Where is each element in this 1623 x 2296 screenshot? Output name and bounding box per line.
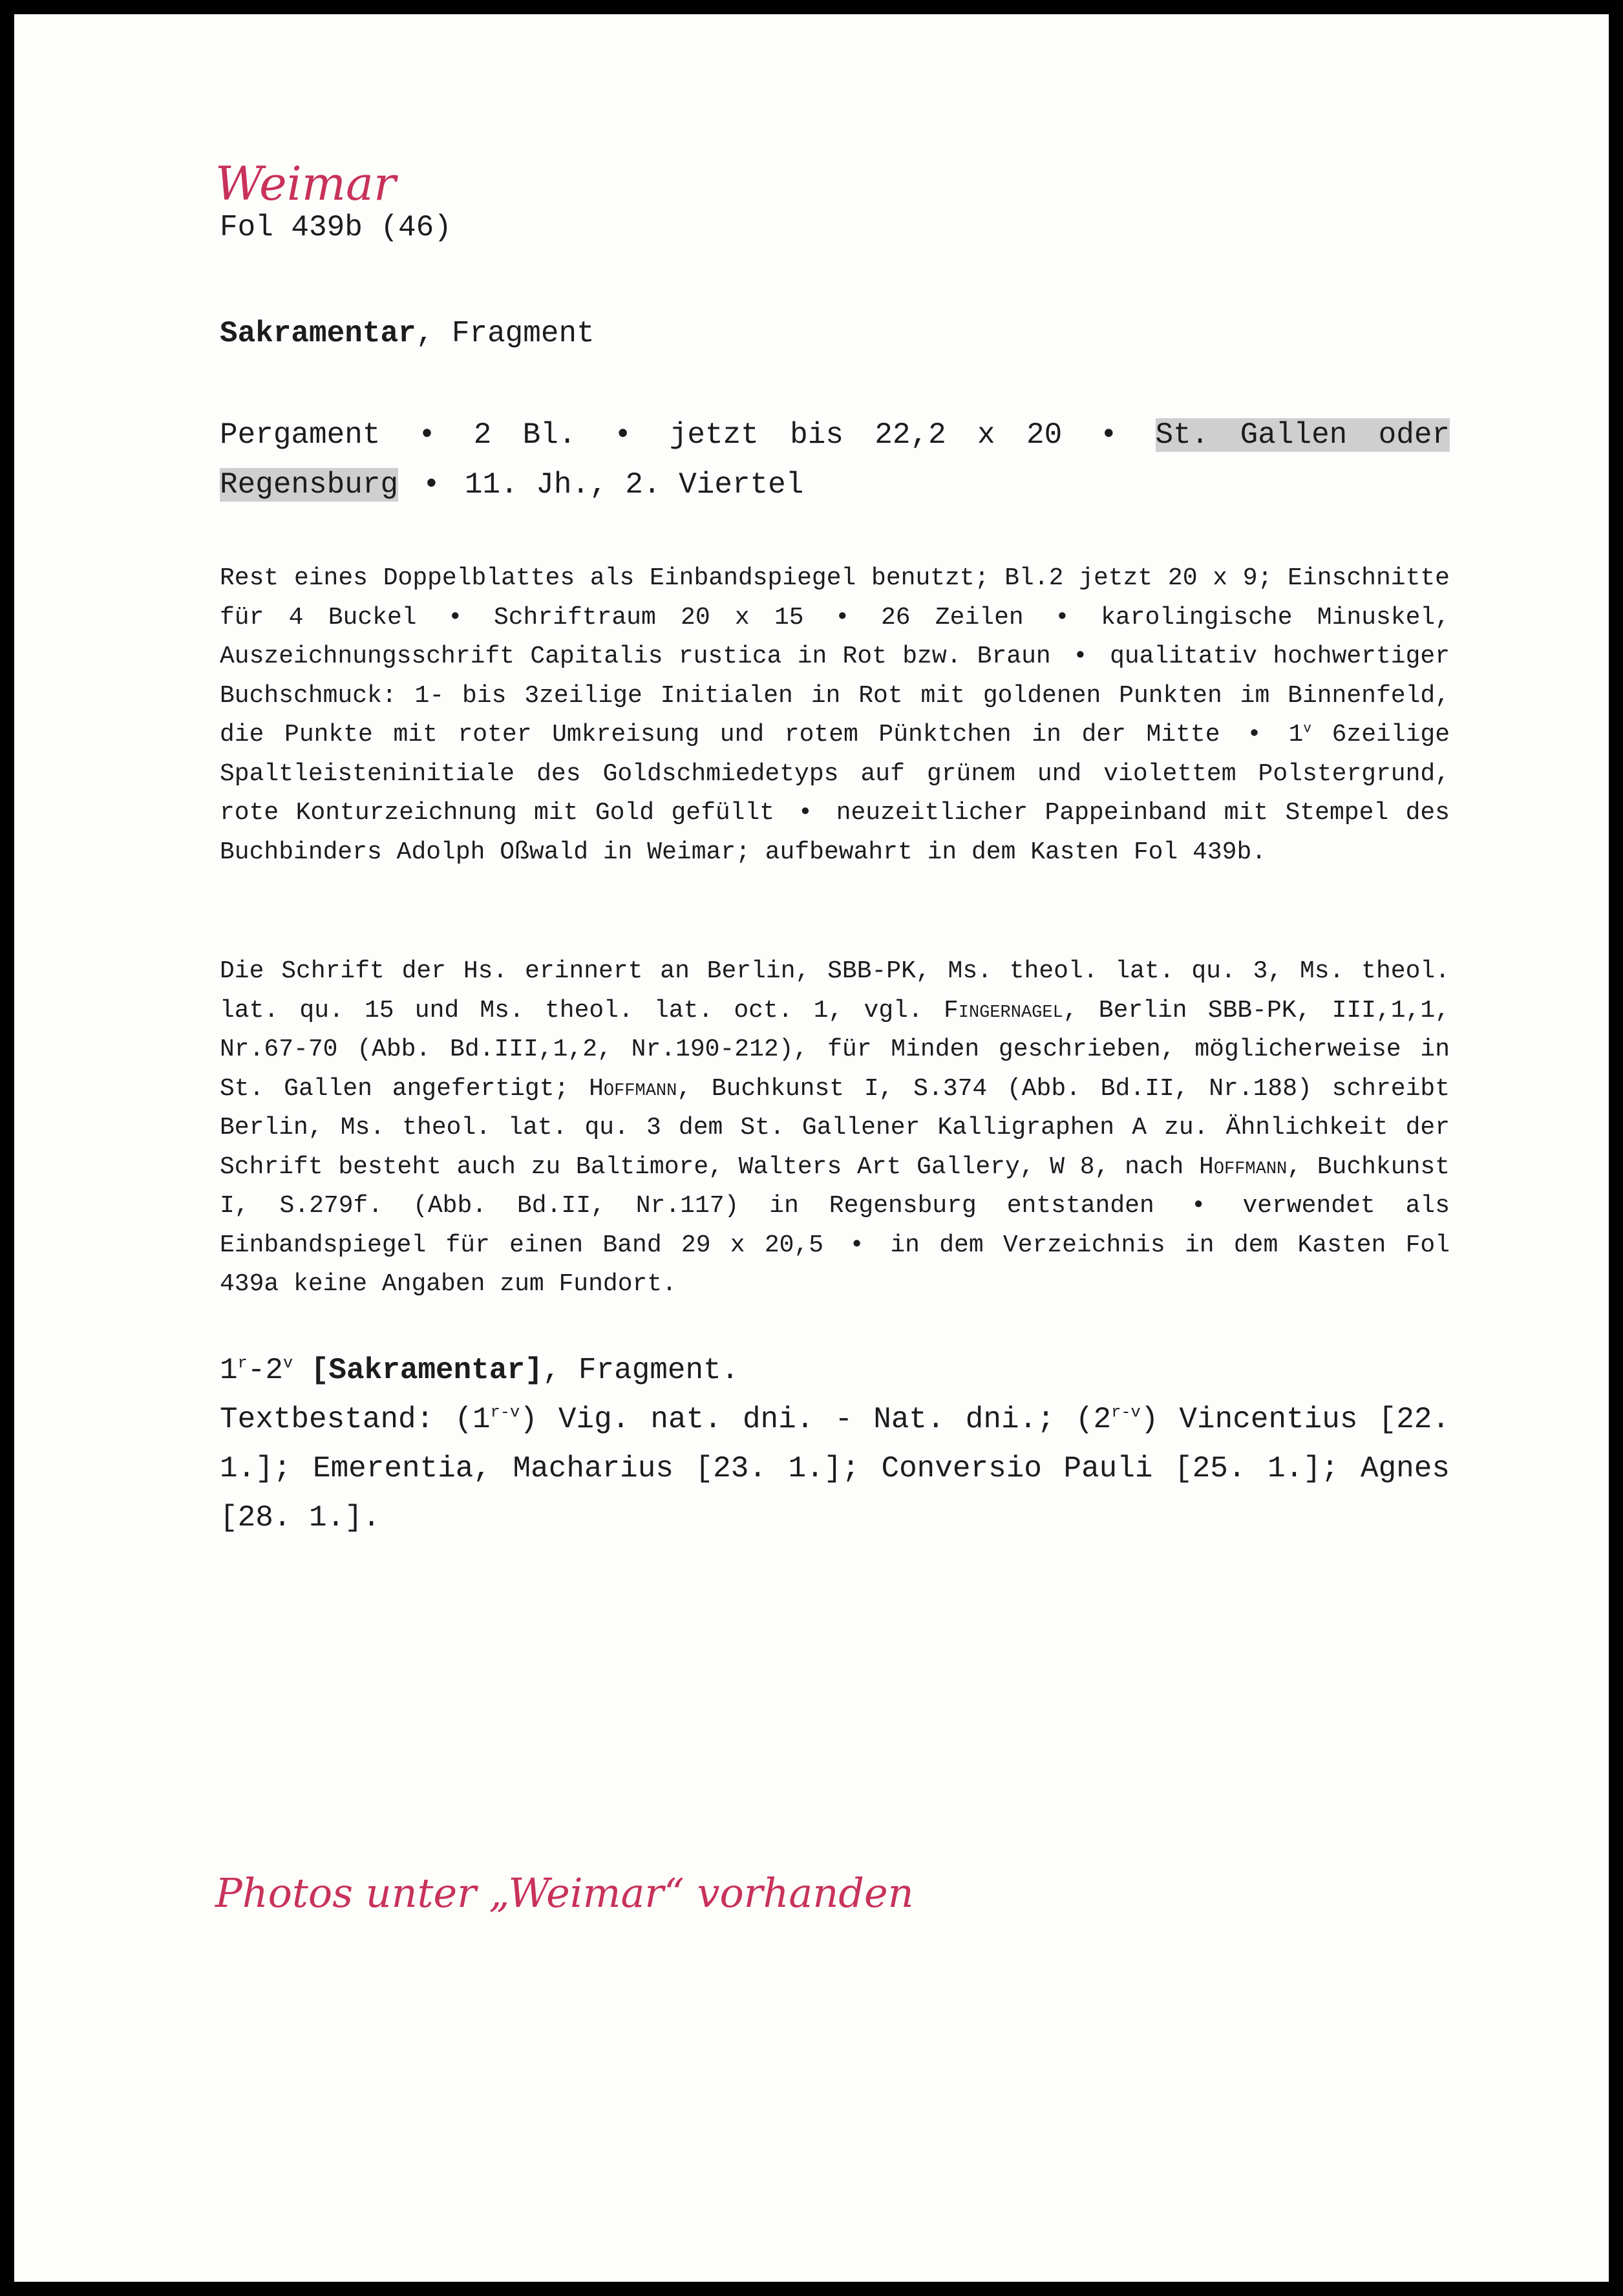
document-page bbox=[14, 14, 1609, 2282]
text-segment: 1 bbox=[1288, 721, 1304, 749]
text-segment: Rest eines Doppelblattes als Einbandspiegel benutzt; Bl.2 jetzt 20 x 9; Einschnitte für 4 Buckel bbox=[220, 564, 1450, 632]
commentary-paragraph bbox=[220, 952, 1450, 1304]
origin-highlight: St. Gallen oder Regensburg bbox=[220, 418, 1450, 502]
text-segment: 26 Zeilen bbox=[881, 603, 1024, 632]
superscript: r-v bbox=[490, 1403, 520, 1422]
superscript: r bbox=[237, 1354, 248, 1373]
entry-title bbox=[220, 317, 595, 350]
text-segment: , Fragment. bbox=[542, 1354, 739, 1387]
leaves: 2 Bl. bbox=[473, 418, 577, 452]
text-segment: -2 bbox=[247, 1354, 284, 1387]
text-segment: qualitativ hochwertiger Buchschmuck: 1- bis 3zeilige Initialen in Rot mit goldenen Punkten im Binnenfeld, die Punkte mit roter Umkreisung und rotem Pünktchen in der Mitte bbox=[220, 643, 1450, 749]
author-name: Hoffmann bbox=[1199, 1153, 1288, 1181]
author-name: Fingernagel bbox=[943, 996, 1063, 1025]
author-name: Hoffmann bbox=[589, 1074, 677, 1103]
bullet: • bbox=[849, 1231, 865, 1259]
contents-section bbox=[220, 1346, 1450, 1542]
text-segment: karolingische Minuskel, Auszeichnungsschrift Capitalis rustica in Rot bzw. Braun bbox=[220, 603, 1450, 670]
title-rest: , Fragment bbox=[416, 317, 595, 350]
bullet: • bbox=[1054, 603, 1070, 632]
text-segment: ) Vincentius [22. 1.]; Emerentia, Macharius [23. 1.]; Conversio Pauli [25. 1.]; Agnes [28. 1.]. bbox=[220, 1403, 1450, 1535]
bullet: • bbox=[613, 418, 632, 452]
bullet: • bbox=[1072, 643, 1088, 670]
bullet: • bbox=[834, 603, 850, 632]
bullet: • bbox=[1191, 1192, 1206, 1220]
text-segment: Die Schrift der Hs. erinnert an Berlin, SBB-PK, Ms. theol. lat. qu. 3, Ms. theol. lat. qu. 15 und Ms. theol. lat. oct. 1, vgl. bbox=[220, 957, 1450, 1025]
bullet: • bbox=[1247, 721, 1262, 749]
text-segment: 6zeilige Spaltleisteninitiale des Goldschmiedetyps auf grünem und violettem Polstergrund, rote Konturzeichnung mit Gold gefüllt bbox=[220, 721, 1450, 827]
date: 11. Jh., 2. Viertel bbox=[464, 468, 804, 502]
contents-heading bbox=[220, 1346, 1450, 1395]
heading-bold: [Sakramentar] bbox=[310, 1354, 543, 1387]
superscript: v bbox=[1303, 721, 1311, 737]
textbestand bbox=[220, 1395, 1450, 1542]
bullet: • bbox=[447, 603, 463, 632]
title-bold: Sakramentar bbox=[220, 317, 416, 350]
bullet: • bbox=[422, 468, 441, 502]
superscript: r-v bbox=[1111, 1403, 1141, 1422]
physical-description bbox=[220, 410, 1450, 510]
text-segment: in dem Verzeichnis in dem Kasten Fol 439a keine Angaben zum Fundort. bbox=[220, 1231, 1450, 1298]
text-segment: neuzeitlicher Pappeinband mit Stempel des Buchbinders Adolph Oßwald in Weimar; aufbewahrt in dem Kasten Fol 439b. bbox=[220, 799, 1450, 866]
text-segment: Textbestand: (1 bbox=[220, 1403, 491, 1436]
text-segment: 1 bbox=[220, 1354, 238, 1387]
bullet: • bbox=[418, 418, 436, 452]
text-segment: ) Vig. nat. dni. - Nat. dni.; (2 bbox=[520, 1403, 1112, 1436]
codicological-paragraph bbox=[220, 559, 1450, 872]
dimensions: jetzt bis 22,2 x 20 bbox=[669, 418, 1063, 452]
shelfmark: Fol 439b (46) bbox=[220, 211, 452, 244]
bullet: • bbox=[798, 799, 813, 827]
text-segment: , Berlin SBB-PK, III,1,1, Nr.67-70 (Abb. Bd.III,1,2, Nr.190-212), für Minden geschrieben, möglicherweise in St. Gallen angefertigt; bbox=[220, 996, 1450, 1103]
handwritten-note-bottom: Photos unter „Weimar“ vorhanden bbox=[215, 1869, 914, 1917]
text-segment: Schriftraum 20 x 15 bbox=[493, 603, 804, 632]
text-segment: , Buchkunst I, S.279f. (Abb. Bd.II, Nr.117) in Regensburg entstanden bbox=[220, 1153, 1450, 1220]
handwritten-note-top: Weimar bbox=[215, 156, 396, 211]
material: Pergament bbox=[220, 418, 381, 452]
text-segment: verwendet als Einbandspiegel für einen Band 29 x 20,5 bbox=[220, 1192, 1450, 1259]
superscript: v bbox=[283, 1354, 293, 1373]
bullet: • bbox=[1099, 418, 1118, 452]
text-segment: , Buchkunst I, S.374 (Abb. Bd.II, Nr.188) schreibt Berlin, Ms. theol. lat. qu. 3 dem St. Gallener Kalligraphen A zu. Ähnlichkeit der Schrift besteht auch zu Baltimore, Walters Art Gallery, W 8, nach bbox=[220, 1074, 1450, 1181]
